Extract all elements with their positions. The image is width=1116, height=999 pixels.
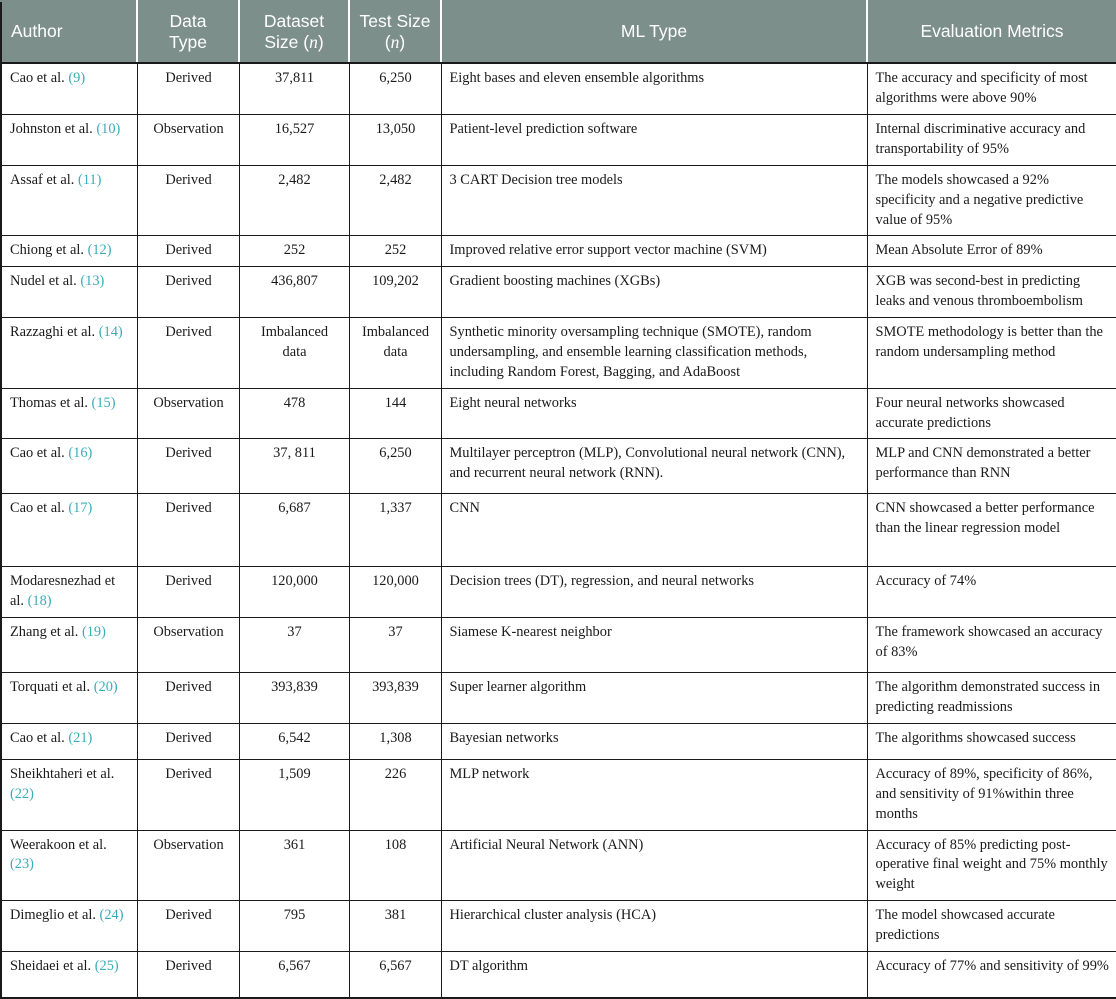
author-name: Sheikhtaheri et al. [10,765,115,782]
cell-dataset-size: 6,567 [239,951,349,998]
cell-data-type: Derived [137,439,239,494]
cell-test-size: 226 [349,759,441,830]
column-header-author [1,1,137,63]
cell-ml-type: 3 CART Decision tree models [441,165,867,236]
author-name: Zhang et al. [10,624,79,641]
cell-author [1,494,137,567]
citation-link[interactable]: (16) [68,445,93,462]
cell-test-size: 6,250 [349,439,441,494]
table-row [1,318,1116,389]
cell-dataset-size: 361 [239,830,349,901]
author-name: Torquati et al. [10,679,91,696]
author-name: Assaf et al. [10,171,75,188]
cell-data-type: Observation [137,115,239,166]
citation-link[interactable]: (24) [99,907,124,924]
column-header-evaluation-metrics [867,1,1116,63]
cell-data-type: Observation [137,618,239,673]
author-name: Thomas et al. [10,394,88,411]
cell-dataset-size: 6,542 [239,723,349,759]
cell-test-size: 144 [349,388,441,439]
cell-author [1,115,137,166]
table-row [1,618,1116,673]
cell-dataset-size: 37 [239,618,349,673]
cell-data-type: Derived [137,63,239,114]
cell-test-size: 109,202 [349,267,441,318]
column-header-data-type-line1: Data [169,11,207,31]
cell-author [1,901,137,952]
cell-dataset-size: 393,839 [239,673,349,724]
cell-evaluation-metrics: Internal discriminative accuracy and transportability of 95% [867,115,1116,166]
column-header-test-size: Test Size (n) [349,1,441,63]
cell-evaluation-metrics: Four neural networks showcased accurate predictions [867,388,1116,439]
cell-test-size: 1,308 [349,723,441,759]
cell-author [1,673,137,724]
author-name: Cao et al. [10,445,65,462]
column-header-evaluation-metrics-label: Evaluation Metrics [920,21,1064,42]
cell-test-size: 108 [349,830,441,901]
cell-ml-type: Bayesian networks [441,723,867,759]
cell-dataset-size: 478 [239,388,349,439]
cell-ml-type: Super learner algorithm [441,673,867,724]
cell-data-type: Derived [137,494,239,567]
column-header-dataset-size-line2: Size [264,31,299,52]
cell-author [1,165,137,236]
cell-author [1,759,137,830]
cell-dataset-size: 37,811 [239,63,349,114]
cell-dataset-size: 16,527 [239,115,349,166]
author-name: Johnston et al. [10,121,93,138]
cell-author [1,567,137,618]
cell-author [1,236,137,267]
cell-evaluation-metrics: XGB was second-best in predicting leaks and venous thromboembolism [867,267,1116,318]
table-row [1,567,1116,618]
cell-dataset-size: 2,482 [239,165,349,236]
table-row [1,236,1116,267]
column-header-test-size-n: n [390,31,400,52]
header-row [1,1,1116,63]
column-header-data-type [137,1,239,63]
cell-test-size: 381 [349,901,441,952]
author-name: Nudel et al. [10,273,77,290]
citation-link[interactable]: (23) [10,856,34,873]
cell-test-size: 252 [349,236,441,267]
cell-ml-type: Synthetic minority oversampling technique (SMOTE), random undersampling, and ensemble learning classification methods, including Random Forest, Bagging, and AdaBoost [441,318,867,389]
cell-data-type: Derived [137,318,239,389]
column-header-ml-type-label: ML Type [620,21,688,42]
author-name: Dimeglio et al. [10,907,96,924]
cell-data-type: Derived [137,759,239,830]
citation-link[interactable]: (9) [68,70,86,87]
cell-test-size: 13,050 [349,115,441,166]
cell-author [1,830,137,901]
citation-link[interactable]: (12) [87,242,112,259]
column-header-data-type-line2: Type [169,31,207,52]
cell-evaluation-metrics: CNN showcased a better performance than the linear regression model [867,494,1116,567]
cell-ml-type: Patient-level prediction software [441,115,867,166]
cell-data-type: Derived [137,567,239,618]
author-name: Weerakoon et al. [10,836,107,853]
cell-dataset-size: 795 [239,901,349,952]
cell-dataset-size: 436,807 [239,267,349,318]
table-row [1,267,1116,318]
cell-author [1,618,137,673]
column-header-dataset-size: Dataset Size (n) [239,1,349,63]
citation-link[interactable]: (20) [93,679,118,696]
table-body [1,63,1116,998]
column-header-dataset-size-line1: Dataset [263,11,325,31]
table-row [1,388,1116,439]
cell-test-size: Imbalanced data [349,318,441,389]
cell-evaluation-metrics: Accuracy of 77% and sensitivity of 99% [867,951,1116,998]
cell-evaluation-metrics: The algorithm demonstrated success in predicting readmissions [867,673,1116,724]
cell-evaluation-metrics: The model showcased accurate predictions [867,901,1116,952]
cell-data-type: Observation [137,830,239,901]
cell-evaluation-metrics: The models showcased a 92% specificity and a negative predictive value of 95% [867,165,1116,236]
cell-ml-type: DT algorithm [441,951,867,998]
cell-author [1,388,137,439]
cell-ml-type: Decision trees (DT), regression, and neural networks [441,567,867,618]
cell-test-size: 6,567 [349,951,441,998]
cell-ml-type: Eight bases and eleven ensemble algorithms [441,63,867,114]
cell-author [1,951,137,998]
citation-link[interactable]: (10) [96,121,121,138]
cell-test-size: 6,250 [349,63,441,114]
table-row [1,673,1116,724]
citation-link[interactable]: (15) [91,394,116,411]
cell-author [1,723,137,759]
cell-dataset-size: 37, 811 [239,439,349,494]
cell-data-type: Observation [137,388,239,439]
table-row [1,901,1116,952]
table-row [1,165,1116,236]
cell-test-size: 393,839 [349,673,441,724]
cell-ml-type: Hierarchical cluster analysis (HCA) [441,901,867,952]
cell-ml-type: Eight neural networks [441,388,867,439]
cell-data-type: Derived [137,951,239,998]
citation-link[interactable]: (17) [68,500,93,517]
cell-evaluation-metrics: Accuracy of 85% predicting post-operative final weight and 75% monthly weight [867,830,1116,901]
cell-test-size: 37 [349,618,441,673]
cell-dataset-size: 6,687 [239,494,349,567]
citation-link[interactable]: (22) [10,785,34,802]
table-header [1,1,1116,63]
author-name: Razzaghi et al. [10,324,96,341]
cell-evaluation-metrics: SMOTE methodology is better than the random undersampling method [867,318,1116,389]
cell-data-type: Derived [137,901,239,952]
author-name: Cao et al. [10,729,65,746]
cell-author [1,267,137,318]
cell-evaluation-metrics: The framework showcased an accuracy of 83% [867,618,1116,673]
author-name: Modaresnezhad et al. [10,573,116,610]
column-header-author-label: Author [11,21,63,42]
citation-link[interactable]: (21) [68,729,93,746]
cell-test-size: 2,482 [349,165,441,236]
table-row [1,63,1116,114]
cell-data-type: Derived [137,267,239,318]
column-header-test-size-line1: Test Size [359,11,431,31]
citation-link[interactable]: (14) [98,324,123,341]
cell-dataset-size: Imbalanced data [239,318,349,389]
cell-ml-type: MLP network [441,759,867,830]
table-row [1,494,1116,567]
table-row [1,115,1116,166]
cell-evaluation-metrics: Accuracy of 89%, specificity of 86%, and sensitivity of 91%within three months [867,759,1116,830]
table-row [1,759,1116,830]
cell-evaluation-metrics: Mean Absolute Error of 89% [867,236,1116,267]
citation-link[interactable]: (11) [77,171,102,188]
cell-author [1,318,137,389]
table-row [1,723,1116,759]
citation-link[interactable]: (13) [80,273,105,290]
cell-dataset-size: 252 [239,236,349,267]
author-name: Sheidaei et al. [10,957,92,974]
cell-ml-type: CNN [441,494,867,567]
column-header-ml-type [441,1,867,63]
citation-link[interactable]: (19) [81,624,106,641]
column-header-dataset-size-n: n [309,31,318,52]
author-name: Chiong et al. [10,242,84,259]
cell-data-type: Derived [137,236,239,267]
cell-dataset-size: 1,509 [239,759,349,830]
cell-author [1,63,137,114]
author-name: Cao et al. [10,70,65,87]
cell-author [1,439,137,494]
cell-test-size: 1,337 [349,494,441,567]
cell-evaluation-metrics: Accuracy of 74% [867,567,1116,618]
cell-evaluation-metrics: MLP and CNN demonstrated a better performance than RNN [867,439,1116,494]
cell-dataset-size: 120,000 [239,567,349,618]
cell-evaluation-metrics: The algorithms showcased success [867,723,1116,759]
cell-ml-type: Multilayer perceptron (MLP), Convolutional neural network (CNN), and recurrent neural network (RNN). [441,439,867,494]
citation-link[interactable]: (18) [27,593,52,610]
cell-ml-type: Artificial Neural Network (ANN) [441,830,867,901]
cell-test-size: 120,000 [349,567,441,618]
cell-ml-type: Improved relative error support vector machine (SVM) [441,236,867,267]
table-row [1,830,1116,901]
cell-ml-type: Siamese K-nearest neighbor [441,618,867,673]
table-row [1,439,1116,494]
cell-data-type: Derived [137,723,239,759]
cell-ml-type: Gradient boosting machines (XGBs) [441,267,867,318]
citation-link[interactable]: (25) [94,957,119,974]
cell-data-type: Derived [137,673,239,724]
cell-data-type: Derived [137,165,239,236]
author-name: Cao et al. [10,500,65,517]
table-row [1,951,1116,998]
cell-evaluation-metrics: The accuracy and specificity of most algorithms were above 90% [867,63,1116,114]
